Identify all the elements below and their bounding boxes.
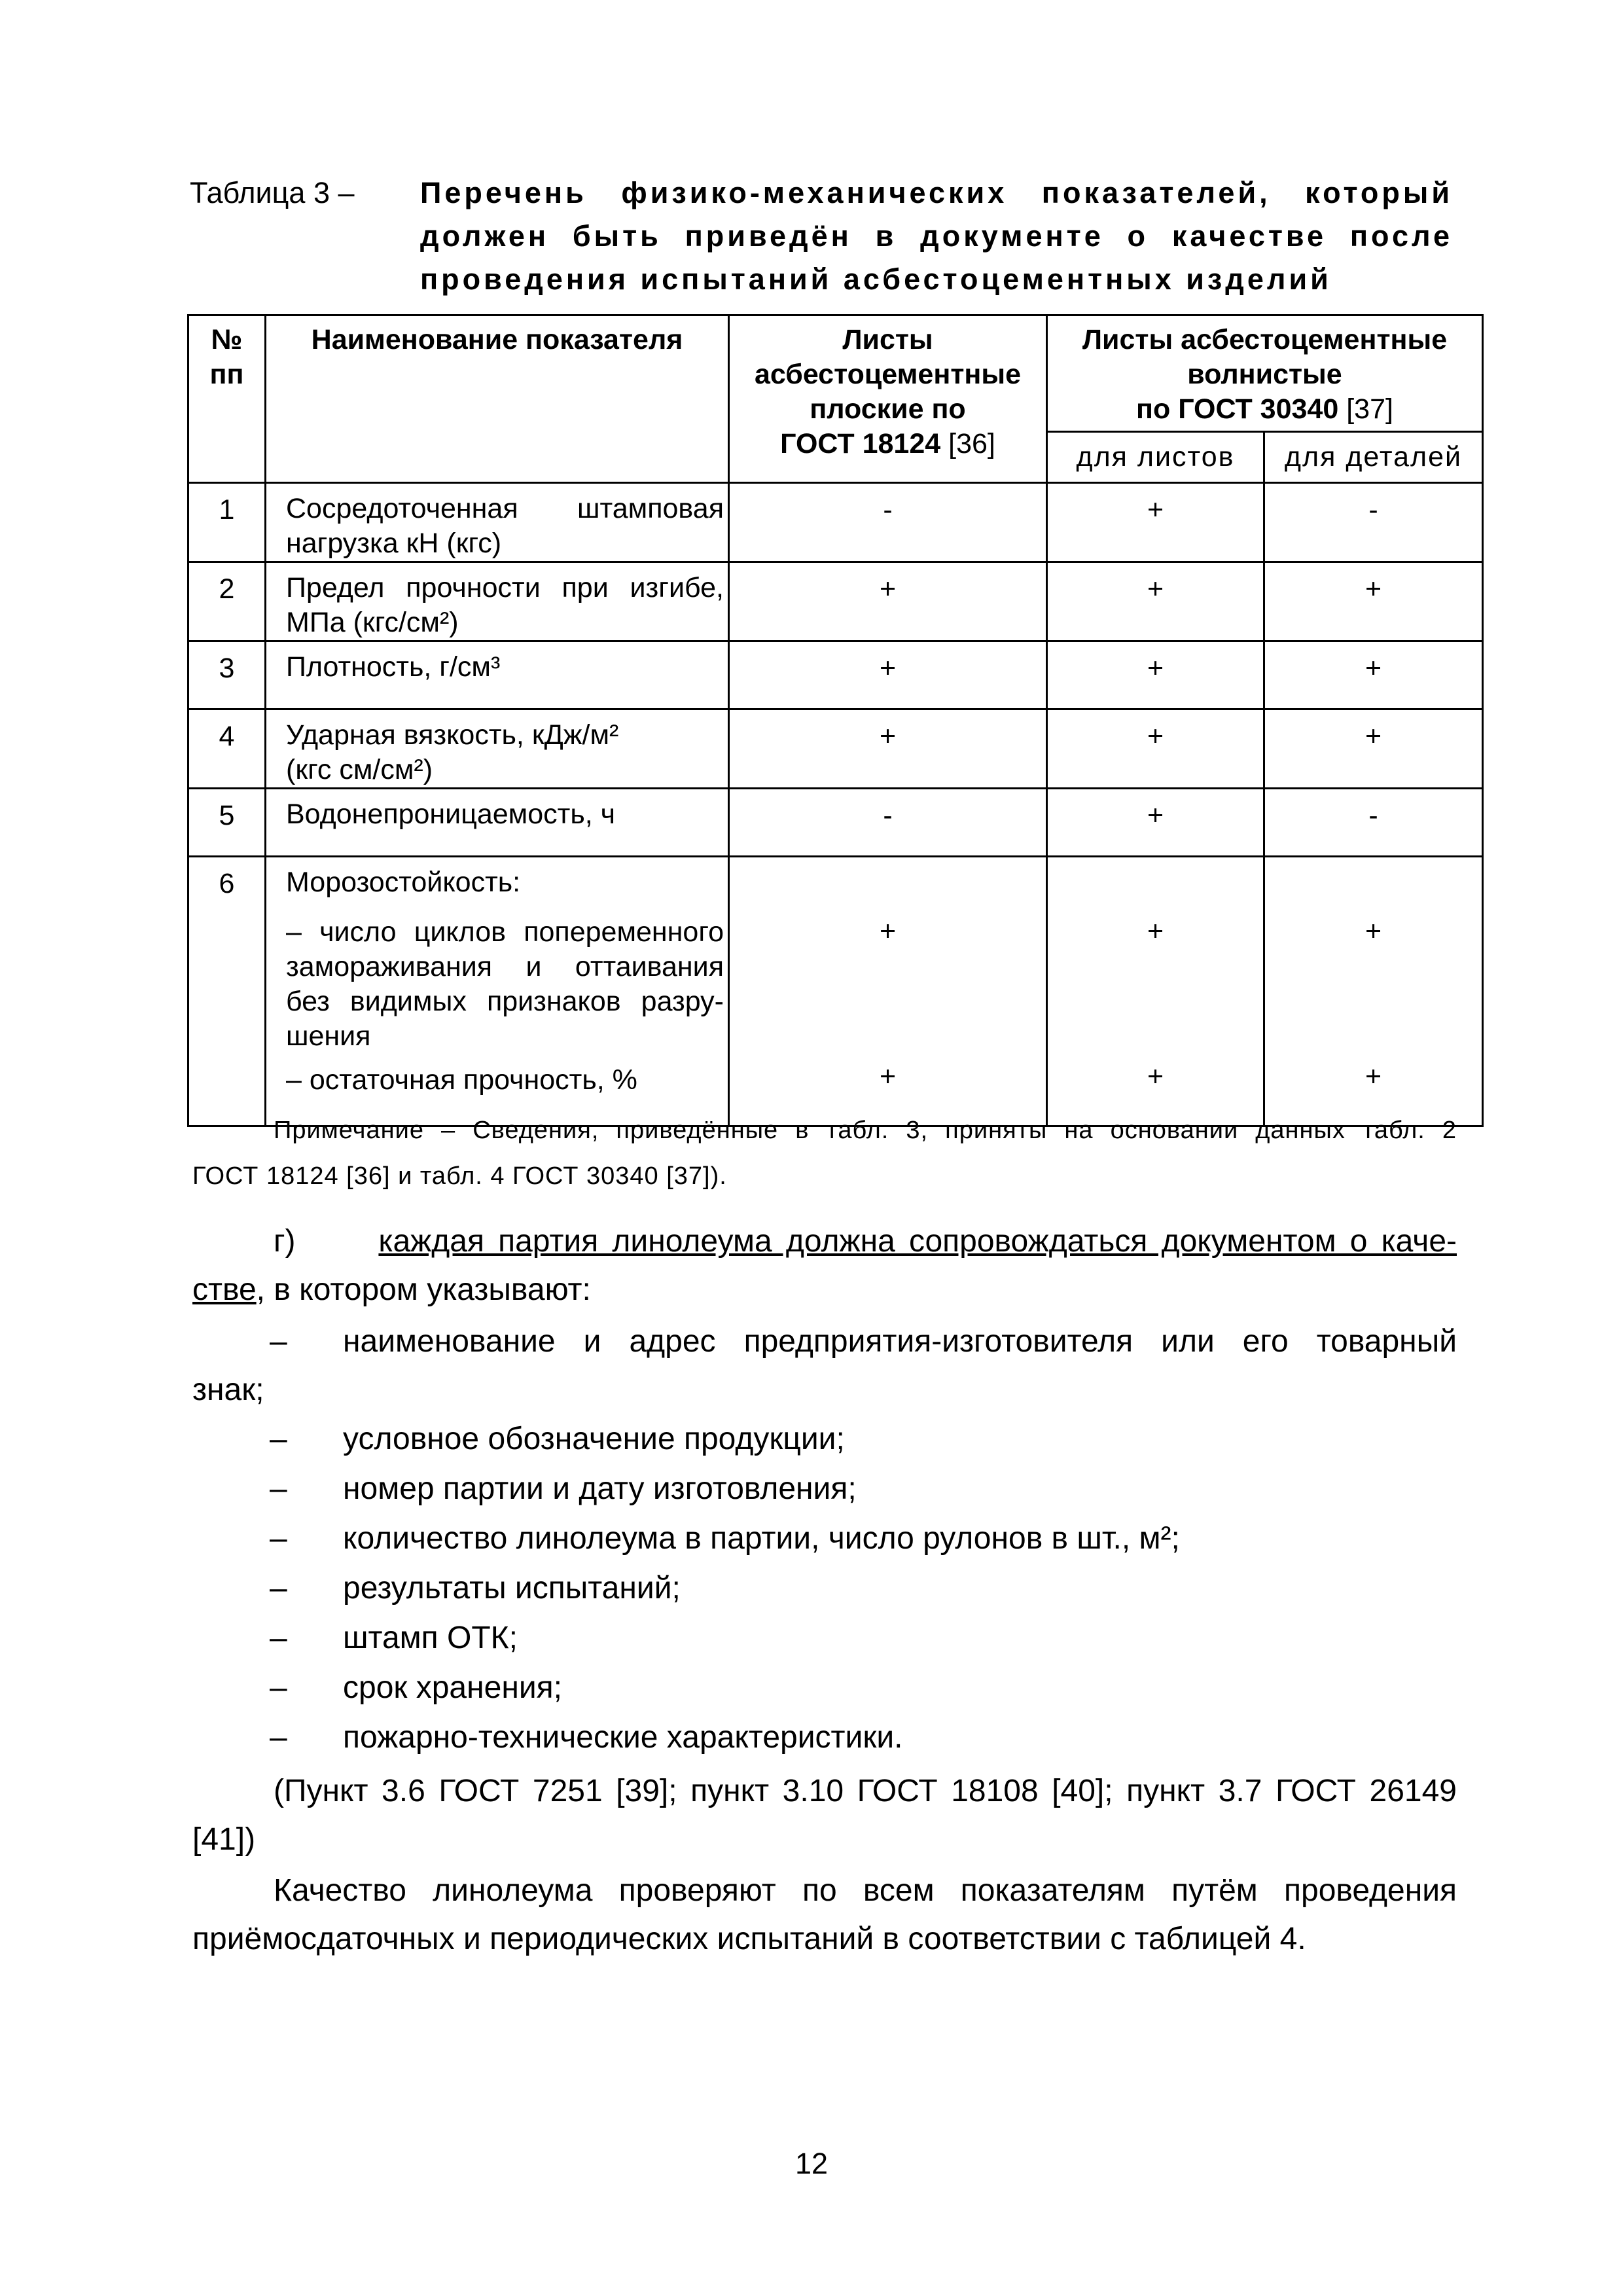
item-g-label: г)	[274, 1224, 296, 1259]
indicator-name-line: нагрузка кН (кгс)	[286, 528, 502, 559]
indicators-table	[187, 314, 1484, 1127]
parts-mark: +	[1364, 1061, 1382, 1092]
indicator-name	[266, 857, 729, 1126]
indicator-name-line: Водонепроницаемость, ч	[286, 798, 616, 830]
parts-mark: -	[1264, 789, 1483, 857]
list-item-text: результаты испытаний;	[343, 1571, 681, 1605]
item-g-underlined: каждая партия линолеума должна сопровождаться документом о каче-	[378, 1224, 1457, 1259]
frost-cycles-line: шения	[286, 1020, 371, 1052]
list-dash: –	[270, 1670, 287, 1705]
flat-mark: -	[729, 789, 1047, 857]
list-dash: –	[270, 1324, 287, 1359]
indicator-name-line: Плотность, г/см³	[286, 651, 501, 683]
header-flat-sheets	[729, 315, 1047, 483]
indicator-name	[266, 483, 729, 562]
list-item-text: количество линолеума в партии, число рулонов в шт., м²;	[343, 1521, 1180, 1556]
parts-mark: -	[1264, 483, 1483, 562]
table-note	[192, 1107, 1457, 1199]
caption-title	[420, 171, 1453, 301]
subheader-for-parts: для деталей	[1264, 432, 1483, 483]
sheets-mark: +	[1047, 562, 1264, 641]
header-flat-line	[730, 427, 1046, 461]
flat-mark: +	[729, 709, 1047, 789]
flat-mark: +	[729, 562, 1047, 641]
flat-mark: +	[879, 1061, 897, 1092]
sheets-mark: +	[1147, 1061, 1164, 1092]
flat-mark: -	[729, 483, 1047, 562]
frost-cycles-line: замораживания и оттаивания	[286, 951, 724, 982]
sheets-mark: +	[1047, 641, 1264, 709]
parts-mark: +	[1264, 641, 1483, 709]
list-item-text: номер партии и дату изготовления;	[343, 1471, 857, 1506]
indicator-name-line: МПа (кгс/см²)	[286, 607, 459, 638]
final-paragraph-line: Качество линолеума проверяют по всем показателям путём проведения	[274, 1873, 1457, 1908]
list-item-text: условное обозначение продукции;	[343, 1422, 845, 1456]
frost-resistance-title: Морозостойкость:	[286, 867, 521, 898]
item-g-underlined: стве	[192, 1272, 257, 1307]
indicator-name	[266, 562, 729, 641]
table-row	[188, 789, 1483, 857]
caption-title-line: Перечень физико-механических показателей, который	[420, 176, 1453, 209]
list-dash: –	[270, 1471, 287, 1506]
table-row	[188, 709, 1483, 789]
sheets-mark: +	[1047, 789, 1264, 857]
item-g-line	[192, 1217, 1457, 1266]
references-line: [41])	[192, 1822, 256, 1857]
row-number: 4	[188, 709, 266, 789]
indicator-name	[266, 709, 729, 789]
list-item-text: наименование и адрес предприятия-изготовителя или его товарный	[343, 1324, 1457, 1359]
list-dash: –	[270, 1720, 287, 1755]
table-row	[188, 483, 1483, 562]
parts-mark: +	[1364, 916, 1382, 947]
frost-cycles-line: – число циклов попеременного	[286, 916, 724, 948]
header-flat-line: плоские по	[810, 393, 966, 425]
indicator-name-line: Предел прочности при изгибе,	[286, 572, 724, 603]
header-flat-line: асбестоцементные	[755, 359, 1021, 390]
header-number-line: пп	[209, 359, 244, 390]
references-line: (Пункт 3.6 ГОСТ 7251 [39]; пункт 3.10 ГОСТ 18108 [40]; пункт 3.7 ГОСТ 26149	[274, 1774, 1457, 1808]
header-number-line: №	[211, 324, 243, 355]
item-g-paragraph	[192, 1217, 1457, 1314]
item-g-rest: , в котором указывают:	[256, 1272, 591, 1307]
header-indicator-name: Наименование показателя	[266, 315, 729, 483]
page-number: 12	[794, 2147, 829, 2180]
header-wavy-line	[1048, 392, 1482, 427]
list-dash: –	[270, 1571, 287, 1605]
table-header-row	[188, 315, 1483, 432]
header-wavy-gost: по ГОСТ 30340	[1136, 393, 1339, 425]
flat-mark: +	[879, 916, 897, 947]
references-paragraph	[192, 1767, 1457, 1864]
indicator-name-line: Ударная вязкость, кДж/м²	[286, 719, 619, 751]
row-number: 1	[188, 483, 266, 562]
frost-cycles-line: без видимых признаков разру-	[286, 986, 724, 1017]
list-dash: –	[270, 1621, 287, 1655]
list-dash: –	[270, 1521, 287, 1556]
list-item-text: пожарно-технические характеристики.	[343, 1720, 903, 1755]
sheets-mark: +	[1047, 709, 1264, 789]
parts-marks	[1264, 857, 1483, 1126]
header-wavy-ref: [37]	[1346, 393, 1393, 425]
item-g-line	[192, 1266, 1457, 1314]
indicator-name	[266, 789, 729, 857]
header-flat-gost: ГОСТ 18124	[780, 428, 941, 459]
parts-mark: +	[1264, 709, 1483, 789]
final-paragraph-line: приёмосдаточных и периодических испытаний в соответствии с таблицей 4.	[192, 1922, 1306, 1956]
caption-title-line: проведения испытаний асбестоцементных изделий	[420, 262, 1332, 296]
sheets-mark: +	[1147, 916, 1164, 947]
list-dash: –	[270, 1422, 287, 1456]
header-wavy-line: Листы асбестоцементные	[1082, 324, 1448, 355]
caption-title-line: должен быть приведён в документе о качестве после	[420, 219, 1453, 253]
flat-marks	[729, 857, 1047, 1126]
subheader-for-sheets: для листов	[1047, 432, 1264, 483]
table-row	[188, 562, 1483, 641]
indicator-name-line: Сосредоточенная штамповая	[286, 493, 724, 524]
indicator-name-line: (кгс см/см²)	[286, 754, 433, 785]
header-flat-ref: [36]	[948, 428, 995, 459]
parts-mark: +	[1264, 562, 1483, 641]
indicator-name	[266, 641, 729, 709]
row-number: 3	[188, 641, 266, 709]
final-paragraph	[192, 1867, 1457, 1964]
row-number: 2	[188, 562, 266, 641]
table-row	[188, 641, 1483, 709]
sheets-mark: +	[1047, 483, 1264, 562]
caption-prefix: Таблица 3 –	[190, 176, 355, 209]
row-number: 6	[188, 857, 266, 1126]
header-wavy-line: волнистые	[1187, 359, 1342, 390]
header-wavy-sheets	[1047, 315, 1483, 432]
list-item-continuation: знак;	[192, 1372, 264, 1407]
table-row	[188, 857, 1483, 1126]
sheets-marks	[1047, 857, 1264, 1126]
residual-strength-line: – остаточная прочность, %	[286, 1064, 637, 1096]
note-line: ГОСТ 18124 [36] и табл. 4 ГОСТ 30340 [37]).	[192, 1162, 727, 1190]
list-item-text: штамп ОТК;	[343, 1621, 518, 1655]
flat-mark: +	[729, 641, 1047, 709]
header-number	[188, 315, 266, 483]
list-item-text: срок хранения;	[343, 1670, 562, 1705]
row-number: 5	[188, 789, 266, 857]
note-line: Примечание – Сведения, приведённые в табл. 3, приняты на основании данных табл. 2	[274, 1117, 1457, 1144]
header-flat-line: Листы	[842, 324, 933, 355]
